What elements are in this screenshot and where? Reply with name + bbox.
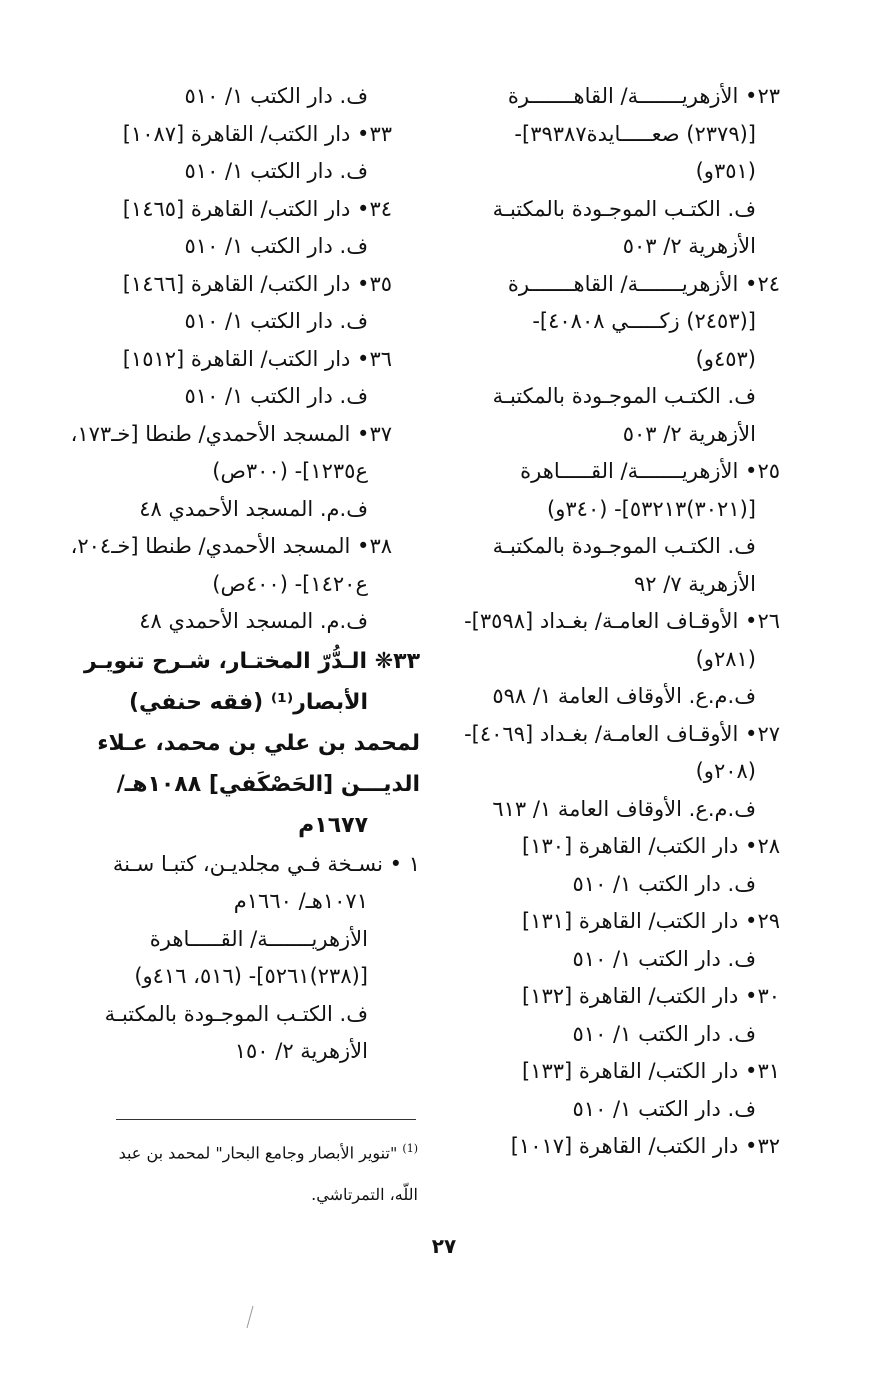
right-column-line: (٤٥٣و)	[695, 346, 756, 371]
right-column-line: ف. دار الكتب ١/ ٥١٠	[572, 946, 756, 971]
left-column-line: الأبصار⁽¹⁾ (فقه حنفي)	[128, 689, 368, 715]
right-column-line: ف. دار الكتب ١/ ٥١٠	[572, 1021, 756, 1046]
right-column-line: ف. الكتـب الموجـودة بالمكتبـة	[492, 384, 756, 408]
left-column-line: ف.م. المسجد الأحمدي ٤٨	[139, 496, 368, 521]
right-column-line: ٢٩• دار الكتب/ القاهرة [١٣١]	[522, 909, 780, 933]
left-column-line: لمحمد بن علي بن محمد، عـلاء	[97, 730, 420, 756]
page-number: ٢٧	[431, 1234, 457, 1258]
footnote-line-1	[58, 1128, 418, 1174]
footnote-separator	[116, 1119, 416, 1120]
left-column-line: الأزهريـــــــة/ القـــــاهرة	[149, 926, 368, 951]
right-column-line: ٢٣• الأزهريـــــــة/ القاهـــــــرة	[507, 84, 780, 108]
right-column-line: الأزهرية ٢/ ٥٠٣	[622, 421, 756, 446]
left-column-line: ف. دار الكتب ١/ ٥١٠	[184, 384, 368, 408]
left-column-line: [(٢٣٨)٥٢٦١]- (٥١٦، ٤١٦و)	[134, 964, 368, 988]
right-column-line: [(٣٠٢١)٥٣٢١٣]- (٣٤٠و)	[547, 496, 756, 521]
right-column-line: ٢٥• الأزهريـــــــة/ القـــــاهرة	[520, 459, 780, 483]
right-column-line: ٢٨• دار الكتب/ القاهرة [١٣٠]	[522, 834, 780, 858]
left-column-line: ف.م. المسجد الأحمدي ٤٨	[139, 609, 368, 633]
right-column	[466, 78, 808, 1166]
left-column-line: ف. الكتـب الموجـودة بالمكتبـة	[104, 1001, 368, 1026]
right-column-line: ف. دار الكتب ١/ ٥١٠	[572, 871, 756, 896]
left-column-line: ف. دار الكتب ١/ ٥١٠	[184, 309, 368, 333]
right-column-line: ف.م.ع. الأوقاف العامة ١/ ٥٩٨	[492, 684, 756, 708]
left-column-line: ١ • نسـخة فـي مجلديـن، كتبـا سـنة	[112, 851, 420, 876]
left-column-line: ف. دار الكتب ١/ ٥١٠	[184, 234, 368, 258]
right-column-line: الأزهرية ٧/ ٩٢	[633, 571, 756, 596]
left-column-line: ٣٥• دار الكتب/ القاهرة [١٤٦٦]	[122, 271, 392, 296]
right-column-line: ٣٠• دار الكتب/ القاهرة [١٣٢]	[522, 984, 780, 1008]
right-column-line: ٣١• دار الكتب/ القاهرة [١٣٣]	[522, 1059, 780, 1083]
right-column-line: الأزهرية ٢/ ٥٠٣	[622, 234, 756, 258]
right-column-line: (٢٠٨و)	[695, 759, 756, 783]
left-column-line: الديـــن [الحَصْكَفي] ١٠٨٨هـ/	[116, 771, 420, 797]
left-column-line: ف. دار الكتب ١/ ٥١٠	[184, 159, 368, 183]
footnote-line-2: اللّه، التمرتاشي.	[311, 1185, 418, 1205]
left-column-line: ٣٦• دار الكتب/ القاهرة [١٥١٢]	[122, 346, 392, 371]
right-column-line: ف.م.ع. الأوقاف العامة ١/ ٦١٣	[492, 796, 756, 821]
footnote-text-1: "تنوير الأبصار وجامع البحار" لمحمد بن عبد	[118, 1143, 398, 1163]
left-column-line: ف. دار الكتب ١/ ٥١٠	[184, 84, 368, 108]
right-column-line: ف. الكتـب الموجـودة بالمكتبـة	[492, 196, 756, 221]
left-column-line: الأزهرية ٢/ ١٥٠	[234, 1039, 368, 1063]
footnote	[58, 1128, 418, 1216]
left-column-line: ١٠٧١هـ/ ١٦٦٠م	[233, 889, 368, 913]
right-column-line: [(٢٣٧٩) صعـــــايدة٣٩٣٨٧]-	[514, 121, 756, 146]
right-column-line: (٢٨١و)	[695, 646, 756, 671]
right-column-line: ف. الكتـب الموجـودة بالمكتبـة	[492, 534, 756, 558]
left-column-line: ٣٤• دار الكتب/ القاهرة [١٤٦٥]	[122, 196, 392, 221]
right-column-line: ٢٧• الأوقـاف العامـة/ بغـداد [٤٠٦٩]-	[464, 721, 780, 746]
right-column-line: ف. دار الكتب ١/ ٥١٠	[572, 1096, 756, 1121]
left-column-line: ٣٣• دار الكتب/ القاهرة [١٠٨٧]	[122, 121, 392, 146]
left-column-line: ٣٧• المسجد الأحمدي/ طنطا [خـ١٧٣،	[70, 421, 392, 446]
left-column	[70, 78, 420, 1071]
pen-mark-icon	[245, 1305, 255, 1329]
footnote-marker: (1)	[402, 1142, 418, 1155]
right-column-line: ٢٤• الأزهريـــــــة/ القاهـــــــرة	[507, 271, 780, 296]
right-column-line: ٣٢• دار الكتب/ القاهرة [١٠١٧]	[510, 1134, 780, 1158]
right-column-line: ٢٦• الأوقـاف العامـة/ بغـداد [٣٥٩٨]-	[464, 609, 780, 633]
left-column-line: ع١٢٣٥]- (٣٠٠ص)	[212, 459, 368, 483]
left-column-line: ٣٨• المسجد الأحمدي/ طنطا [خـ٢٠٤،	[70, 534, 392, 558]
right-column-line: [(٢٤٥٣) زكـــــي ٤٠٨٠٨]-	[532, 309, 756, 333]
left-column-line: ١٦٧٧م	[298, 812, 368, 838]
left-column-line: ٣٣❋ الـدُّرّ المختـار، شـرح تنويـر	[83, 648, 420, 674]
right-column-line: (٣٥١و)	[695, 159, 756, 183]
left-column-line: ع١٤٢٠]- (٤٠٠ص)	[212, 571, 368, 596]
